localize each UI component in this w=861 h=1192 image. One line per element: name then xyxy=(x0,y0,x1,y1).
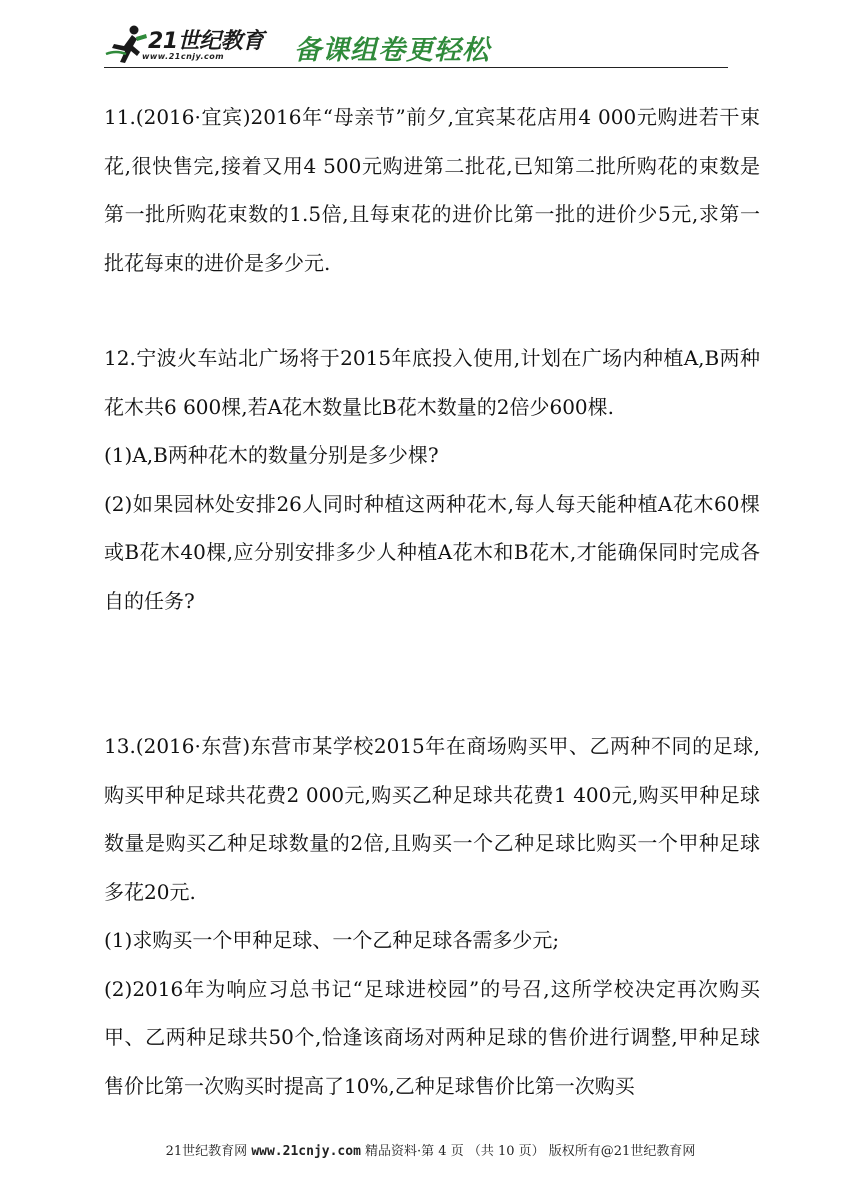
page-footer xyxy=(0,1140,861,1159)
question-12-text: 12.宁波火车站北广场将于2015年底投入使用,计划在广场内种植A,B两种花木共6 600棵,若A花木数量比B花木数量的2倍少600棵. xyxy=(104,346,760,419)
question-list xyxy=(104,93,760,1110)
question-12-part-2: (2)如果园林处安排26人同时种植这两种花木,每人每天能种植A花木60棵或B花木40棵,应分别安排多少人种植A花木和B花木,才能确保同时完成各自的任务? xyxy=(104,491,760,613)
question-11-text: 11.(2016·宜宾)2016年“母亲节”前夕,宜宾某花店用4 000元购进若干束花,很快售完,接着又用4 500元购进第二批花,已知第二批所购花的束数是第一批所购花束数的1.5倍,且每束花的进价比第一批的进价少5元,求第一批花每束的进价是多少元. xyxy=(104,105,760,275)
question-12-part-1: (1)A,B两种花木的数量分别是多少棵? xyxy=(104,443,439,467)
brand-url: www.21cnjy.com xyxy=(142,52,225,61)
footer-site: 21世纪教育网 xyxy=(165,1144,248,1159)
spacer xyxy=(104,287,760,334)
brand-name: 21世纪教育 xyxy=(148,29,264,54)
footer-url[interactable]: www.21cnjy.com xyxy=(251,1144,361,1159)
question-13-part-2: (2)2016年为响应习总书记“足球进校园”的号召,这所学校决定再次购买甲、乙两种足球共50个,恰逢该商场对两种足球的售价进行调整,甲种足球售价比第一次购买时提高了10%,乙种足球售价比第一次购买 xyxy=(104,976,760,1098)
question-13-text: 13.(2016·东营)东营市某学校2015年在商场购买甲、乙两种不同的足球,购买甲种足球共花费2 000元,购买乙种足球共花费1 400元,购买甲种足球数量是购买乙种足球数量的2倍,且购买一个乙种足球比购买一个甲种足球多花20元. xyxy=(104,734,760,904)
brand-slogan: 备课组卷更轻松 xyxy=(294,35,490,66)
footer-info: 精品资料·第 4 页 （共 10 页） 版权所有@21世纪教育网 xyxy=(365,1144,696,1159)
question-13-part-1: (1)求购买一个甲种足球、一个乙种足球各需多少元; xyxy=(104,928,560,952)
spacer xyxy=(104,625,760,722)
page-header xyxy=(104,22,728,70)
header-divider xyxy=(104,67,728,68)
